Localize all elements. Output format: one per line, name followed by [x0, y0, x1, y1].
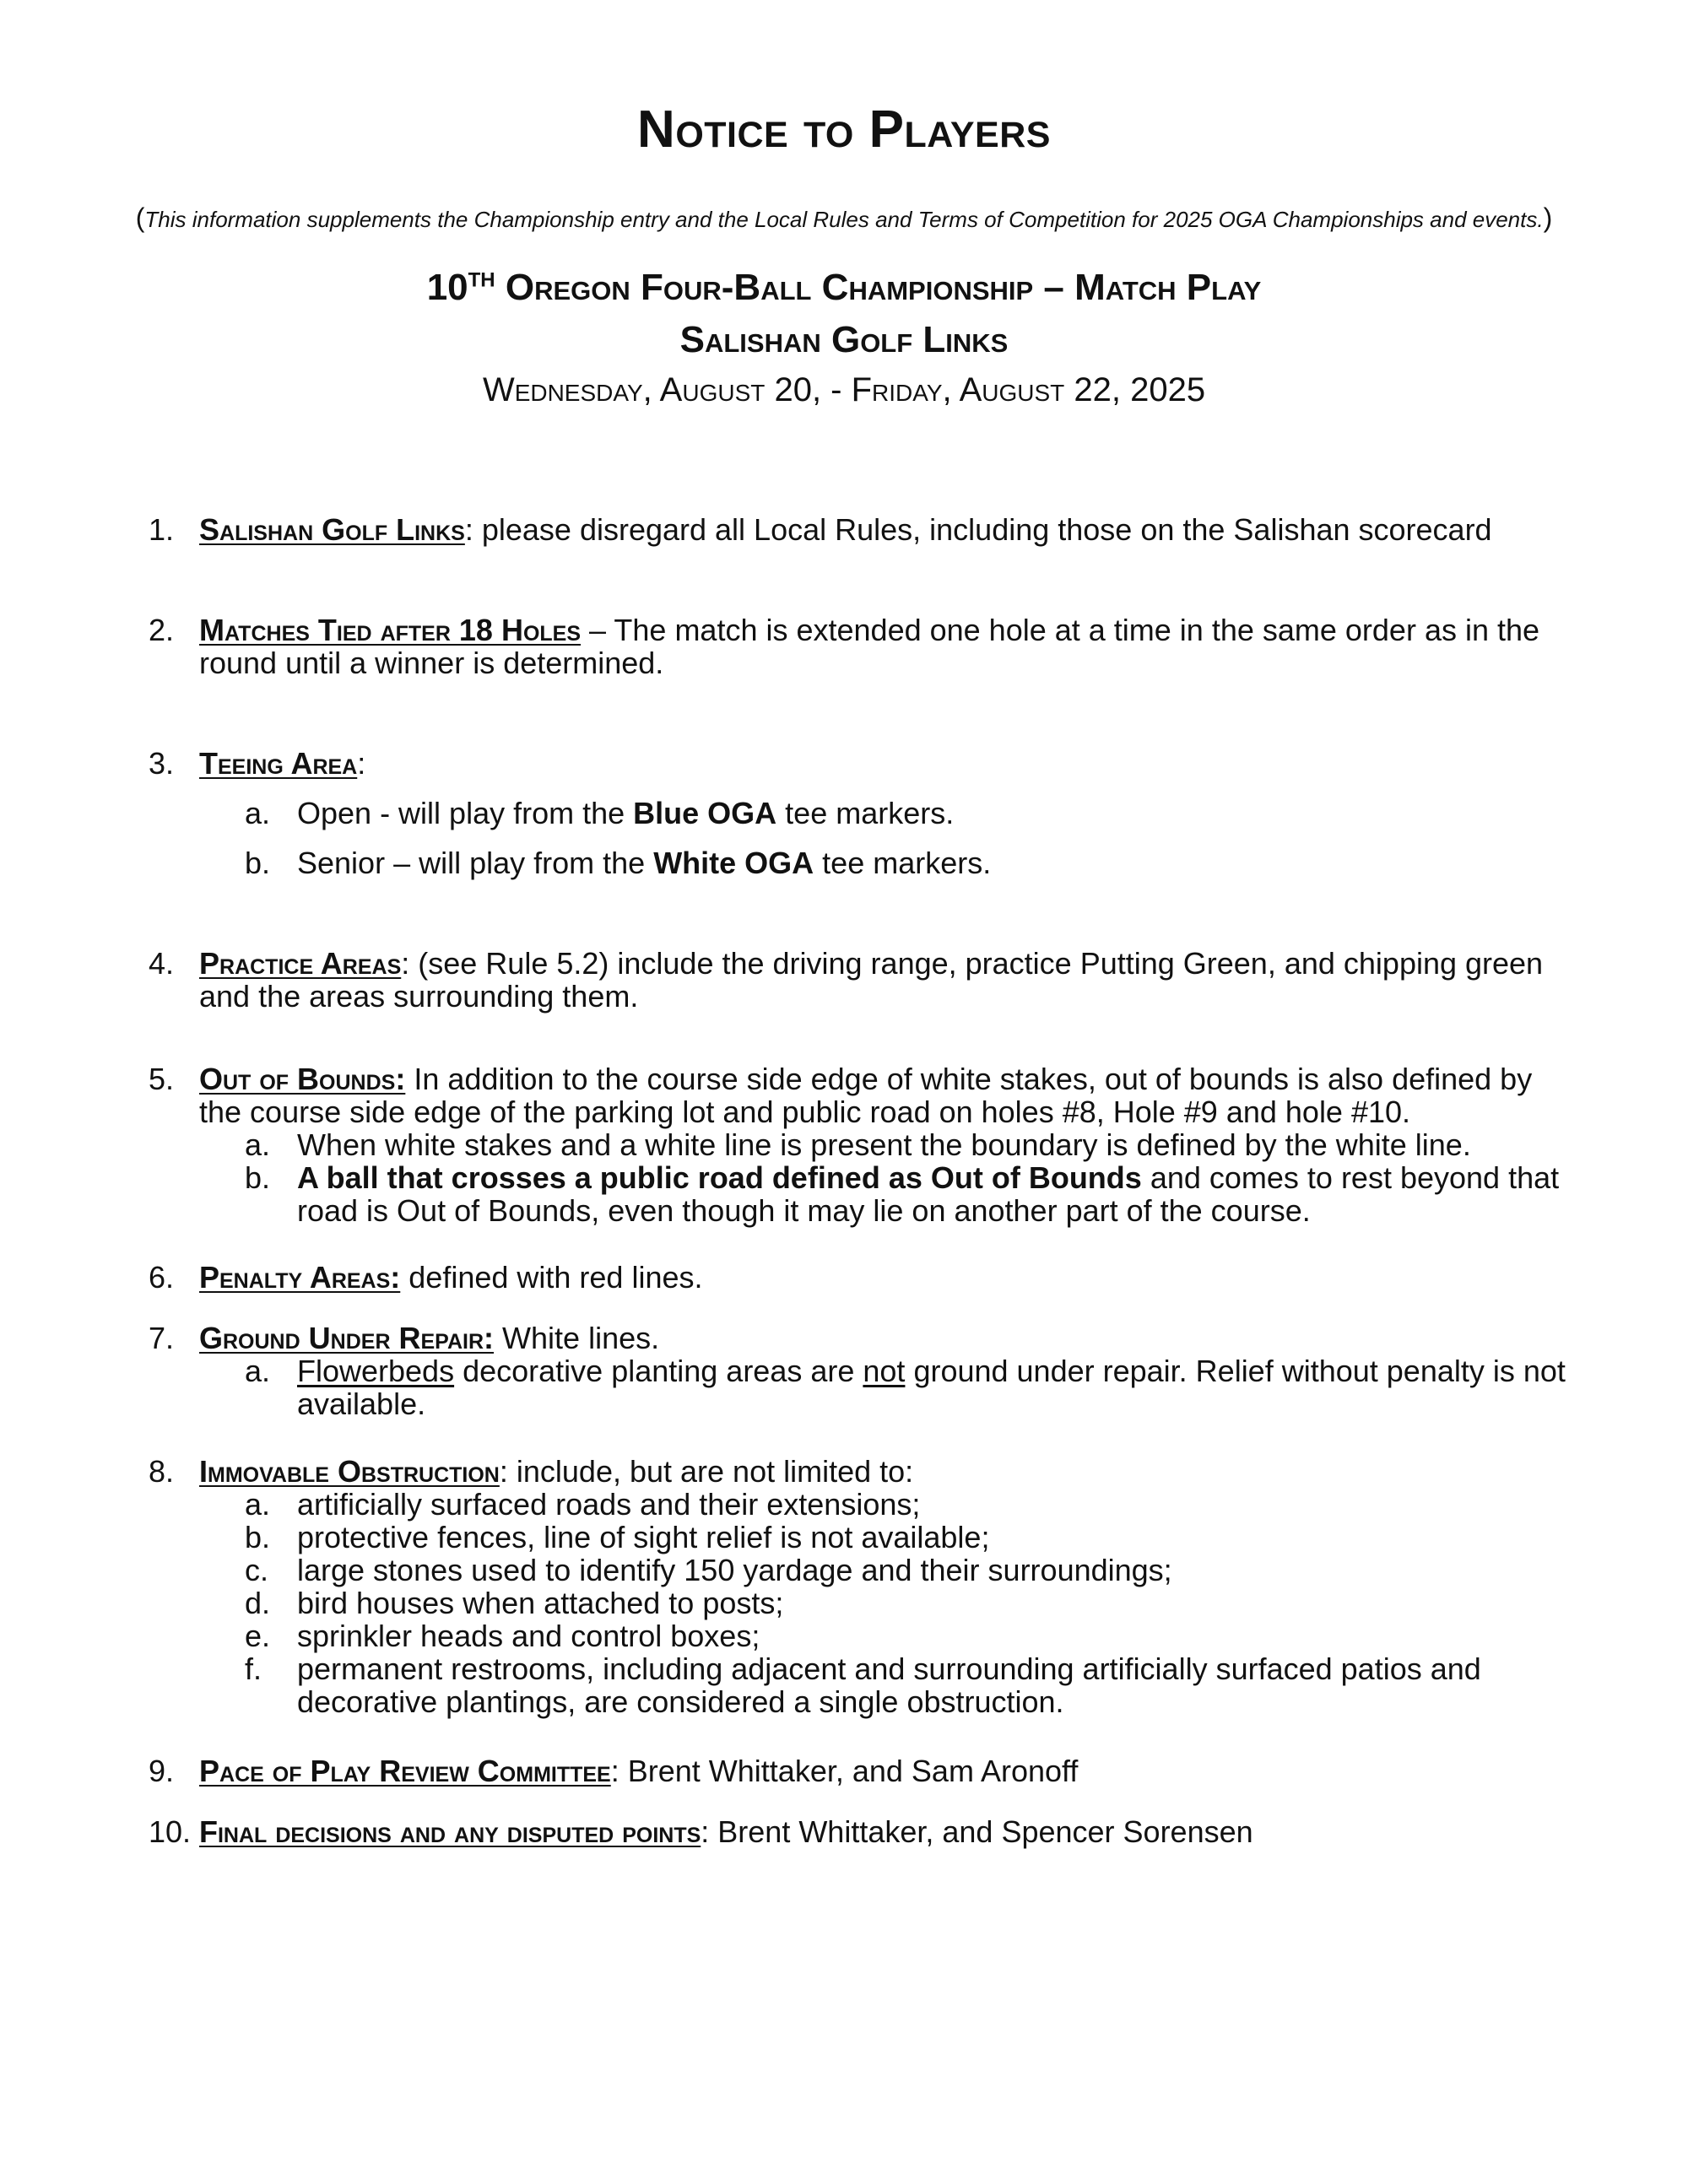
notice-item-8: 8. Immovable Obstruction: include, but are not limited to: a. artificially surfaced roads and their extensions; b. protective fences, line of sight relief is not available; c. large stones used to identify 150 yardage and their surroundings; d. bird houses when attached to posts; e. sprinkler heads and control boxes; f. permanent restrooms, including adjacent and surrounding artificially surfaced patios and decorative plantings, are considered a single obstruction.: [149, 1455, 1575, 1718]
teeing-area-subitem-b: b. Senior – will play from the White OGA tee markers.: [245, 846, 992, 880]
event-dates: Wednesday, August 20, - Friday, August 22, 2025: [482, 371, 1206, 408]
obstruction-subitem-d: d. bird houses when attached to posts;: [245, 1586, 784, 1620]
obstruction-subitem-a: a. artificially surfaced roads and their extensions;: [245, 1487, 921, 1522]
obstruction-subitem-b: b. protective fences, line of sight relief is not available;: [245, 1520, 990, 1554]
ground-under-repair-subitem-a: a. Flowerbeds decorative planting areas are not ground under repair. Relief without penalty is not available.: [245, 1354, 1566, 1421]
teeing-area-subitem-a: a. Open - will play from the Blue OGA tee markers.: [245, 796, 955, 830]
notice-item-4: 4. Practice Areas: (see Rule 5.2) include the driving range, practice Putting Green, and chipping green and the areas surrounding them.: [149, 946, 1544, 1014]
notice-item-3: 3. Teeing Area: a. Open - will play from the Blue OGA tee markers. b. Senior – will play from the White OGA tee markers.: [149, 747, 1575, 879]
notice-item-9: 9. Pace of Play Review Committee: Brent Whittaker, and Sam Aronoff: [149, 1754, 1079, 1788]
obstruction-subitem-c: c. large stones used to identify 150 yardage and their surroundings;: [245, 1553, 1172, 1587]
notice-item-7: 7. Ground Under Repair: White lines. a. Flowerbeds decorative planting areas are not ground under repair. Relief without penalty is not available.: [149, 1322, 1575, 1420]
page-subtitle: (This information supplements the Championship entry and the Local Rules and Terms of Competition for 2025 OGA Championships and events.): [135, 203, 1553, 233]
notice-item-2: 2. Matches Tied after 18 Holes – The match is extended one hole at a time in the same order as in the round until a winner is determined.: [149, 613, 1540, 680]
out-of-bounds-subitem-a: a. When white stakes and a white line is present the boundary is defined by the white line.: [245, 1127, 1471, 1162]
obstruction-subitem-f: f. permanent restrooms, including adjacent and surrounding artificially surfaced patios and decorative plantings, are considered a single obstruction.: [245, 1652, 1481, 1719]
notice-item-5: 5. Out of Bounds: In addition to the course side edge of white stakes, out of bounds is also defined by the course side edge of the parking lot and public road on holes #8, Hole #9 and hole #10. a. When white stakes and a white line is present the boundary is defined by the white line. b. A ball that crosses a public road defined as Out of Bounds and comes to rest beyond that road is Out of Bounds, even though it may lie on another part of the course.: [149, 1062, 1575, 1227]
notice-item-1: 1. Salishan Golf Links: please disregard all Local Rules, including those on the Salishan scorecard: [149, 512, 1492, 547]
notice-item-10: 10. Final decisions and any disputed points: Brent Whittaker, and Spencer Sorensen: [149, 1814, 1253, 1849]
out-of-bounds-subitem-b: b. A ball that crosses a public road defined as Out of Bounds and comes to rest beyond that road is Out of Bounds, even though it may lie on another part of the course.: [245, 1160, 1560, 1228]
course-name: Salishan Golf Links: [679, 319, 1009, 360]
event-title: 10TH Oregon Four-Ball Championship – Match Play: [426, 267, 1262, 308]
page-title: Notice to Players: [637, 100, 1051, 159]
notice-item-6: 6. Penalty Areas: defined with red lines.: [149, 1260, 703, 1295]
obstruction-subitem-e: e. sprinkler heads and control boxes;: [245, 1619, 760, 1653]
